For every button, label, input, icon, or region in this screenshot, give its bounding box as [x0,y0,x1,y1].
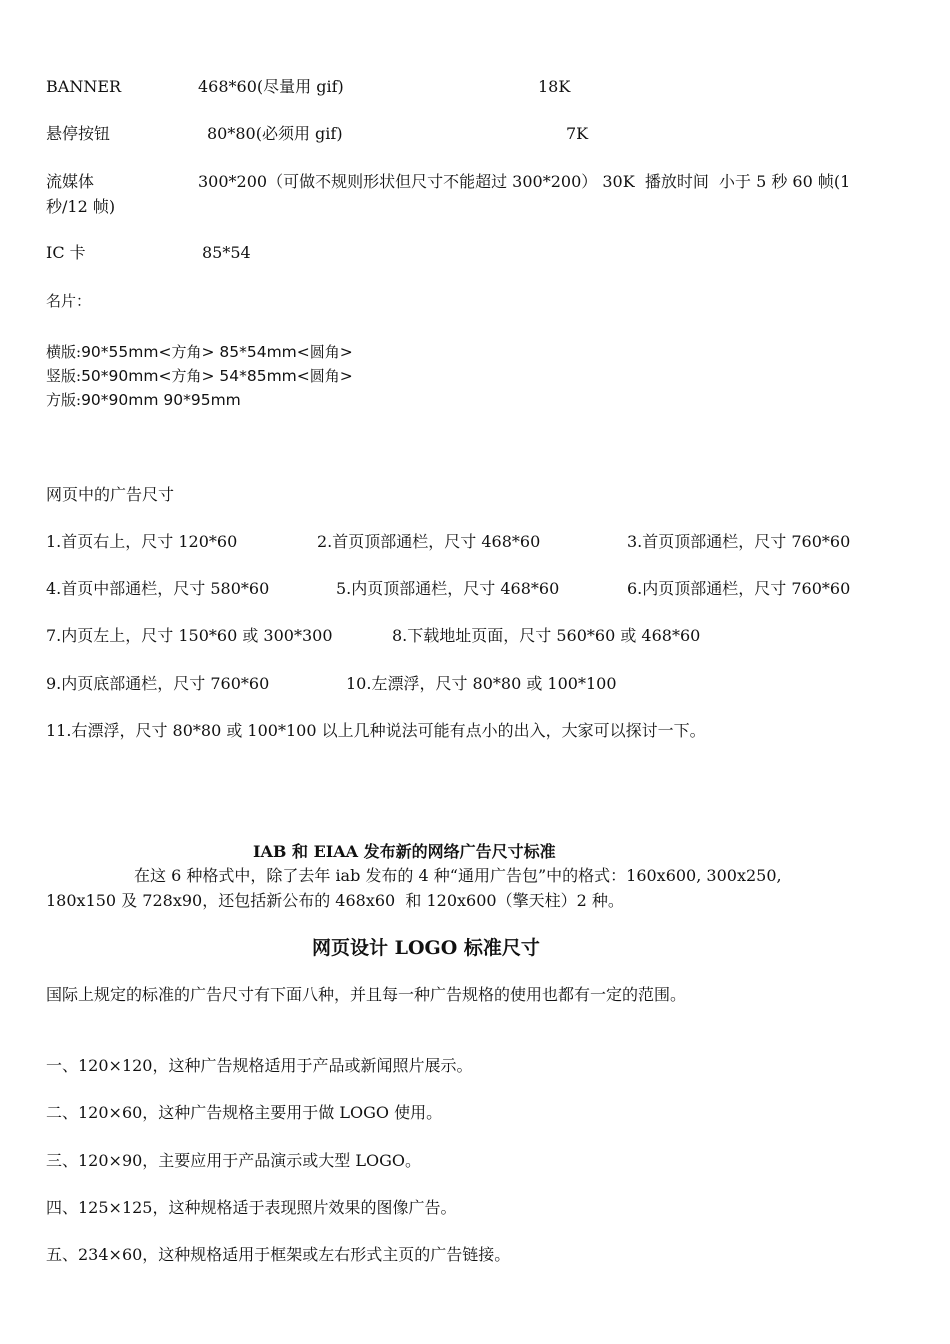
web-ad-item: 3.首页顶部通栏，尺寸 760*60 [627,532,851,551]
iab-paragraph-line2: 180x150 及 728x90，还包括新公布的 468x60 和 120x600（擎天柱）2 种。 [46,891,624,910]
card-vertical-d: > [339,367,353,385]
web-ad-item: 7.内页左上，尺寸 150*60 或 300*300 [46,626,333,645]
card-vertical [46,366,353,386]
web-ad-item: 6.内页顶部通栏，尺寸 760*60 [627,579,851,598]
spec-size-streaming-cont: 秒/12 帧) [46,197,116,216]
web-ad-item: 2.首页顶部通栏，尺寸 468*60 [317,532,541,551]
spec-name-ic-card: IC 卡 [46,243,86,262]
card-vertical-a: 方角 [171,367,202,385]
web-ads-title: 网页中的广告尺寸 [46,485,175,504]
card-horizontal-c: 圆角 [309,343,340,361]
logo-item: 五、234×60，这种规格适用于框架或左右形式主页的广告链接。 [46,1245,511,1264]
spec-name-banner: BANNER [46,77,122,96]
card-vertical-value: 50*90mm< [81,367,172,385]
card-horizontal-b: > 85*54mm< [201,343,310,361]
card-title: 名片： [46,292,92,310]
spec-file-hover-button: 7K [566,124,589,143]
card-horizontal [46,342,353,362]
card-vertical-b: > 54*85mm< [201,367,310,385]
card-vertical-label: 竖版: [46,367,82,385]
spec-size-streaming: 300*200（可做不规则形状但尺寸不能超过 300*200） 30K 播放时间 小于 5 秒 60 帧(1 [198,172,851,191]
logo-title: 网页设计 LOGO 标准尺寸 [312,937,540,959]
card-square-value: 90*90mm 90*95mm [81,391,241,409]
card-square [46,390,241,410]
spec-size-banner: 468*60(尽量用 gif) [198,77,344,96]
logo-intro: 国际上规定的标准的广告尺寸有下面八种，并且每一种广告规格的使用也都有一定的范围。 [46,985,687,1004]
iab-paragraph-line1: 在这 6 种格式中，除了去年 iab 发布的 4 种“通用广告包”中的格式：160x600, 300x250, [134,866,782,885]
card-square-label: 方版: [46,391,82,409]
card-horizontal-value: 90*55mm< [81,343,172,361]
spec-file-banner: 18K [538,77,571,96]
card-vertical-c: 圆角 [309,367,340,385]
logo-item: 一、120×120，这种广告规格适用于产品或新闻照片展示。 [46,1056,473,1075]
spec-size-hover-button: 80*80(必须用 gif) [207,124,343,143]
web-ad-item: 9.内页底部通栏，尺寸 760*60 [46,674,270,693]
web-ad-item: 8.下载地址页面，尺寸 560*60 或 468*60 [392,626,701,645]
card-horizontal-label: 横版: [46,343,82,361]
logo-item: 四、125×125，这种规格适于表现照片效果的图像广告。 [46,1198,457,1217]
card-horizontal-a: 方角 [171,343,202,361]
web-ad-item: 1.首页右上，尺寸 120*60 [46,532,238,551]
spec-name-streaming: 流媒体 [46,172,95,191]
web-ad-item: 5.内页顶部通栏，尺寸 468*60 [336,579,560,598]
card-horizontal-d: > [339,343,353,361]
spec-name-hover-button: 悬停按钮 [46,124,111,143]
iab-title: IAB 和 EIAA 发布新的网络广告尺寸标准 [253,842,556,861]
web-ad-item: 11.右漂浮，尺寸 80*80 或 100*100 以上几种说法可能有点小的出入，大家可以探讨一下。 [46,721,706,740]
web-ad-item: 4.首页中部通栏，尺寸 580*60 [46,579,270,598]
spec-size-ic-card: 85*54 [202,243,251,262]
logo-item: 三、120×90，主要应用于产品演示或大型 LOGO。 [46,1151,422,1170]
logo-item: 二、120×60，这种广告规格主要用于做 LOGO 使用。 [46,1103,443,1122]
web-ad-item: 10.左漂浮，尺寸 80*80 或 100*100 [346,674,617,693]
